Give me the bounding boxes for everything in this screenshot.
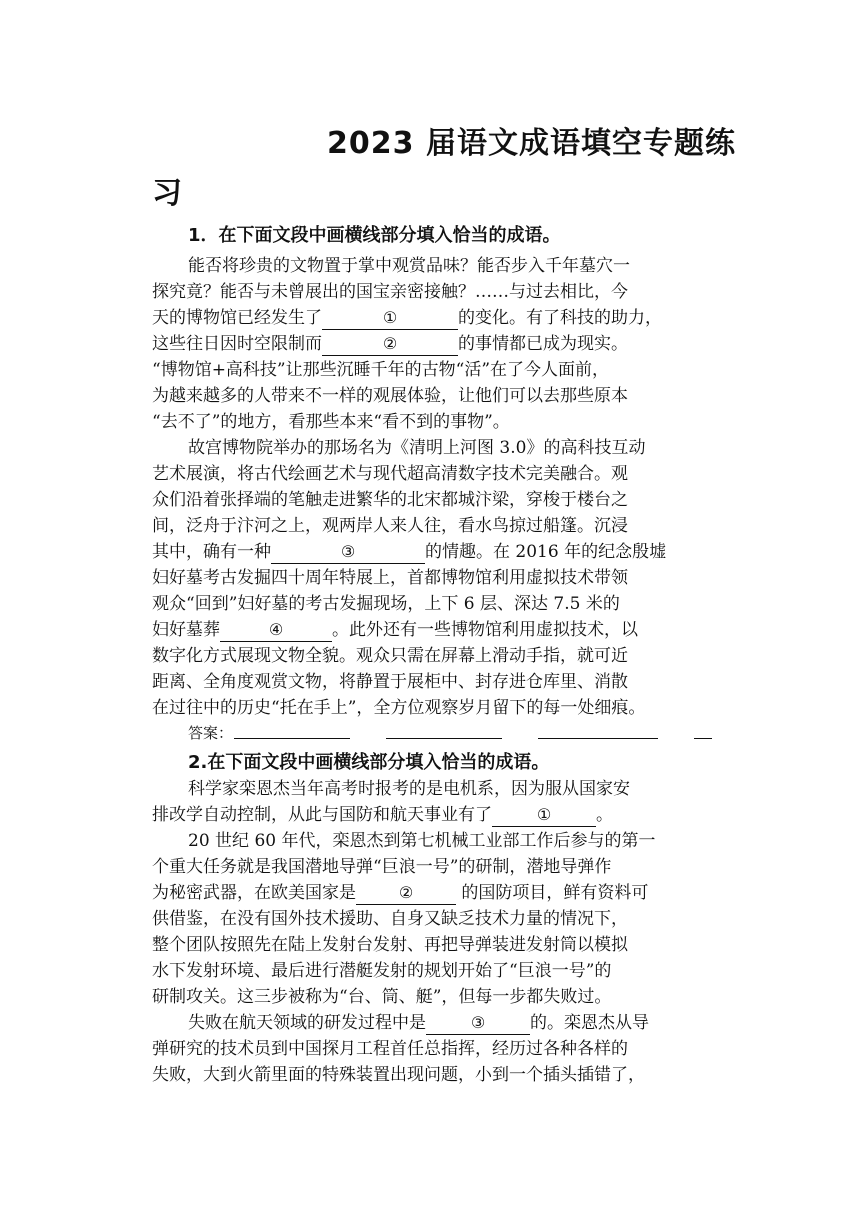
q2-text-line: [152, 880, 648, 906]
q2-text: 的国防项目，鲜有资料可: [456, 883, 649, 903]
q1-text: 妇好墓葬: [152, 620, 220, 640]
q1-text: 天的博物馆已经发生了: [152, 308, 322, 328]
question-2-heading: 2.在下面文段中画横线部分填入恰当的成语。: [188, 752, 550, 773]
q1-text-line: 能否将珍贵的文物置于掌中观赏品味？能否步入千年墓穴一: [188, 256, 630, 276]
answer-blank-1[interactable]: [234, 738, 350, 739]
q1-text-line: [152, 539, 666, 565]
q1-text-line: [152, 331, 628, 357]
blank-3[interactable]: ③: [271, 541, 425, 564]
document-title-continuation: 习: [152, 176, 182, 211]
q1-text: 。此外还有一些博物馆利用虚拟技术，以: [332, 620, 638, 640]
q2-text-line: 弹研究的技术员到中国探月工程首任总指挥，经历过各种各样的: [152, 1039, 628, 1059]
q1-text-line: “去不了”的地方，看那些本来“看不到的事物”。: [152, 412, 510, 432]
q1-text: 这些往日因时空限制而: [152, 334, 322, 354]
q2-text: 失败在航天领域的研发过程中是: [188, 1013, 426, 1033]
q1-text: 其中，确有一种: [152, 542, 271, 562]
blank-3[interactable]: ③: [426, 1012, 530, 1035]
q1-text: 的事情都已成为现实。: [458, 334, 628, 354]
q1-text-line: 为越来越多的人带来不一样的观展体验，让他们可以去那些原本: [152, 386, 628, 406]
q2-text: 排改学自动控制，从此与国防和航天事业有了: [152, 805, 492, 825]
q1-text: 的变化。有了科技的助力，: [458, 308, 662, 328]
q2-text-line: 整个团队按照先在陆上发射台发射、再把导弹装进发射筒以模拟: [152, 935, 628, 955]
document-title: 2023 届语文成语填空专题练: [327, 126, 736, 161]
q2-text-line: [188, 1010, 649, 1036]
question-1-heading: 1．在下面文段中画横线部分填入恰当的成语。: [188, 225, 561, 246]
q2-text: 。: [596, 805, 613, 825]
q1-text-line: [152, 305, 662, 331]
q2-text: 为秘密武器，在欧美国家是: [152, 883, 356, 903]
q2-text-line: 水下发射环境、最后进行潜艇发射的规划开始了“巨浪一号”的: [152, 961, 612, 981]
blank-1[interactable]: ①: [492, 804, 596, 827]
q1-text-line: 间，泛舟于汴河之上，观两岸人来人往，看水鸟掠过船篷。沉浸: [152, 516, 628, 536]
q1-text: 的情趣。在 2016 年的纪念殷墟: [425, 542, 667, 562]
q2-text-line: [152, 802, 613, 828]
q2-text-line: 20 世纪 60 年代，栾恩杰到第七机械工业部工作后参与的第一: [188, 831, 656, 851]
q2-text-line: 失败，大到火箭里面的特殊装置出现问题，小到一个插头插错了，: [152, 1065, 645, 1085]
q2-text-line: 科学家栾恩杰当年高考时报考的是电机系，因为服从国家安: [188, 779, 630, 799]
q1-text-line: 数字化方式展现文物全貌。观众只需在屏幕上滑动手指，就可近: [152, 646, 628, 666]
q1-text-line: 距离、全角度观赏文物，将静置于展柜中、封存进仓库里、消散: [152, 672, 628, 692]
q1-text-line: 故宫博物院举办的那场名为《清明上河图 3.0》的高科技互动: [188, 438, 646, 458]
answer-blank-4[interactable]: [694, 738, 712, 739]
q1-text-line: 艺术展演，将古代绘画艺术与现代超高清数字技术完美融合。观: [152, 464, 628, 484]
q1-text-line: 众们沿着张择端的笔触走进繁华的北宋都城汴梁，穿梭于楼台之: [152, 490, 628, 510]
blank-1[interactable]: ①: [322, 307, 458, 330]
blank-2[interactable]: ②: [322, 333, 458, 356]
q1-text-line: “博物馆+高科技”让那些沉睡千年的古物“活”在了今人面前，: [152, 360, 610, 380]
q1-text-line: 在过往中的历史“托在手上”，全方位观察岁月留下的每一处细痕。: [152, 698, 646, 718]
q1-text-line: 探究竟？能否与未曾展出的国宝亲密接触？……与过去相比，今: [152, 282, 628, 302]
blank-2[interactable]: ②: [356, 882, 456, 905]
q1-text-line: 观众“回到”妇好墓的考古发掘现场，上下 6 层、深达 7.5 米的: [152, 594, 620, 614]
answer-label: 答案：: [188, 724, 234, 742]
q1-text-line: [152, 617, 638, 643]
q2-text-line: 个重大任务就是我国潜地导弹“巨浪一号”的研制，潜地导弹作: [152, 857, 612, 877]
answer-blank-2[interactable]: [386, 738, 502, 739]
q2-text-line: 供借鉴，在没有国外技术援助、自身又缺乏技术力量的情况下，: [152, 909, 628, 929]
q2-text: 的。栾恩杰从导: [530, 1013, 649, 1033]
q2-text-line: 研制攻关。这三步被称为“台、筒、艇”，但每一步都失败过。: [152, 987, 612, 1007]
blank-4[interactable]: ④: [220, 619, 332, 642]
q1-text-line: 妇好墓考古发掘四十周年特展上，首都博物馆利用虚拟技术带领: [152, 568, 628, 588]
answer-blank-3[interactable]: [538, 738, 658, 739]
